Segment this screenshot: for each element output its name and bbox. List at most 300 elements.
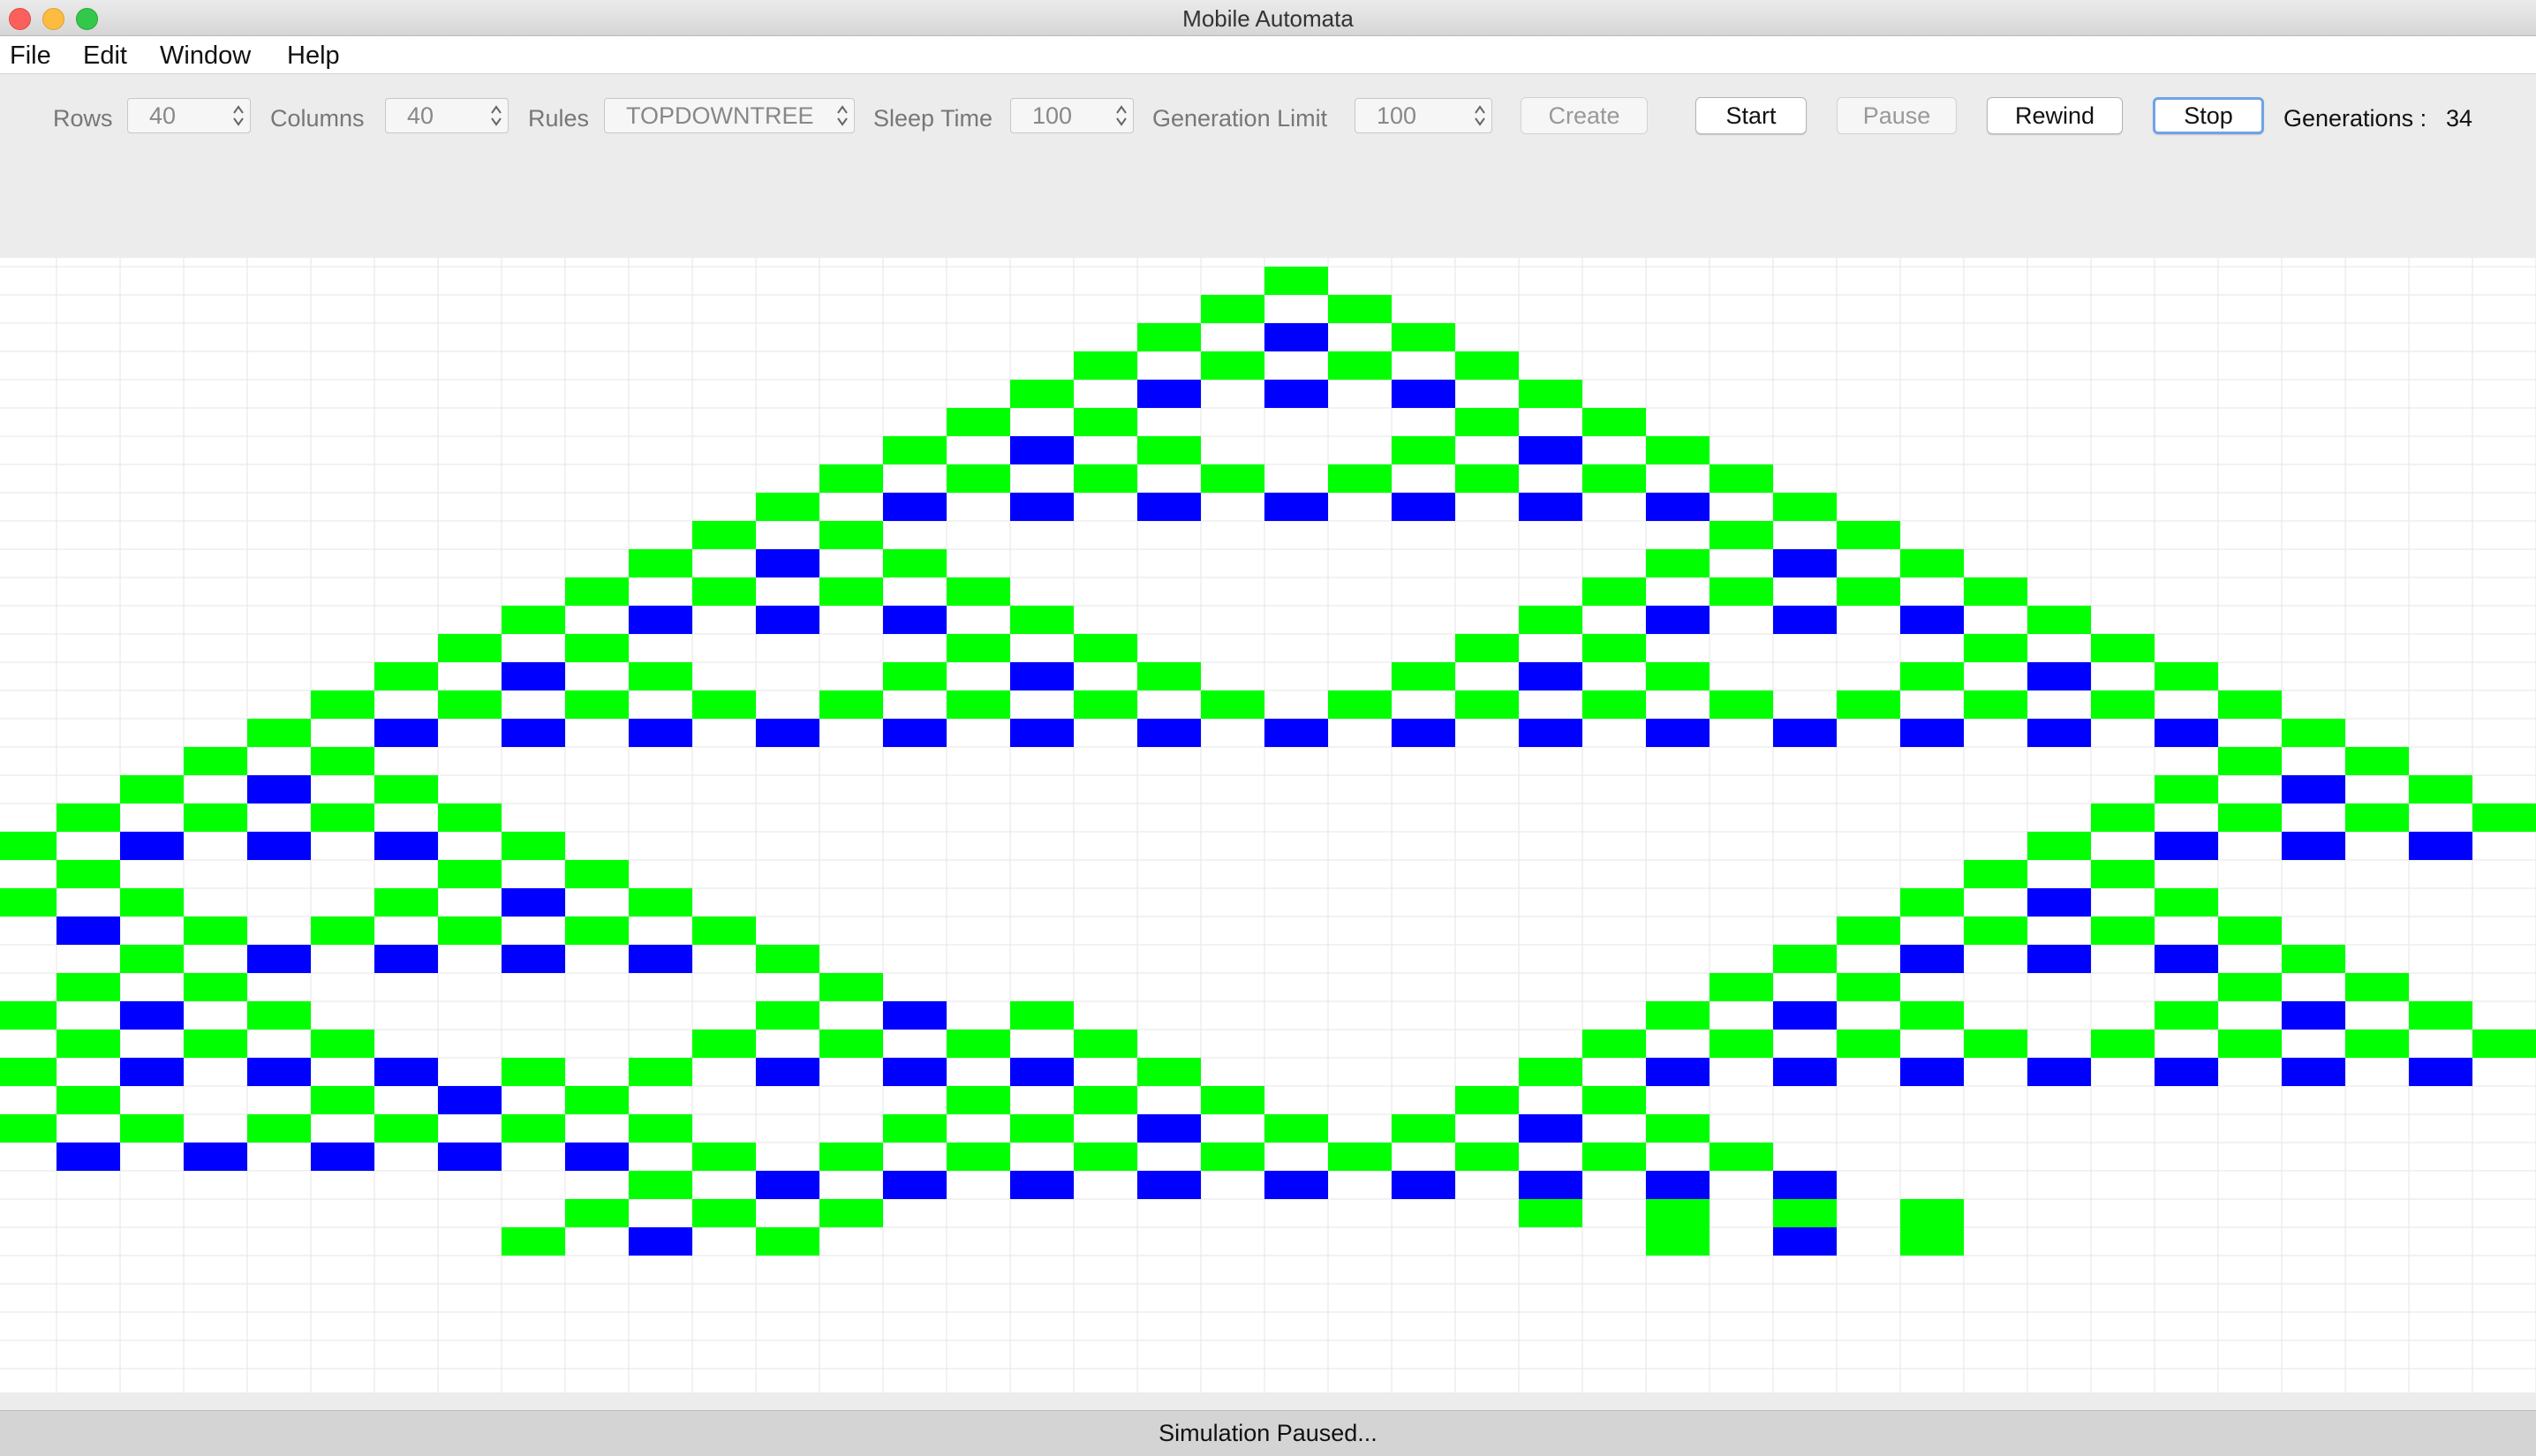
cell-green[interactable]: [1201, 295, 1264, 323]
cell-green[interactable]: [692, 577, 756, 606]
cell-blue[interactable]: [247, 945, 311, 973]
create-button[interactable]: Create: [1521, 97, 1648, 134]
cell-blue[interactable]: [1264, 380, 1328, 408]
cell-green[interactable]: [2345, 973, 2409, 1001]
cell-green[interactable]: [1773, 1199, 1837, 1227]
cell-green[interactable]: [502, 1114, 565, 1143]
cell-green[interactable]: [2282, 945, 2345, 973]
cell-blue[interactable]: [1773, 549, 1837, 577]
cell-blue[interactable]: [1010, 662, 1074, 690]
cell-blue[interactable]: [2155, 1058, 2218, 1086]
cell-blue[interactable]: [1264, 1171, 1328, 1199]
cell-green[interactable]: [1710, 464, 1773, 493]
cell-blue[interactable]: [2027, 662, 2091, 690]
cell-blue[interactable]: [438, 1086, 502, 1114]
cell-green[interactable]: [1328, 295, 1392, 323]
cell-green[interactable]: [1837, 577, 1900, 606]
cell-green[interactable]: [2472, 803, 2536, 832]
cell-green[interactable]: [565, 577, 629, 606]
cell-blue[interactable]: [1773, 1058, 1837, 1086]
menu-edit[interactable]: Edit: [83, 41, 127, 70]
cell-green[interactable]: [2091, 860, 2155, 888]
cell-green[interactable]: [1392, 323, 1455, 351]
cell-green[interactable]: [1074, 634, 1137, 662]
cell-blue[interactable]: [2155, 719, 2218, 747]
generation-limit-spinner[interactable]: [1355, 98, 1492, 133]
cell-blue[interactable]: [1900, 945, 1964, 973]
cell-green[interactable]: [0, 888, 57, 917]
cell-blue[interactable]: [756, 606, 819, 634]
cell-blue[interactable]: [2282, 1058, 2345, 1086]
cell-blue[interactable]: [1519, 1114, 1582, 1143]
cell-green[interactable]: [2345, 747, 2409, 775]
cell-green[interactable]: [311, 747, 374, 775]
cell-green[interactable]: [1455, 351, 1519, 380]
cell-blue[interactable]: [1264, 493, 1328, 521]
cell-green[interactable]: [1837, 690, 1900, 719]
cell-blue[interactable]: [1900, 1058, 1964, 1086]
cell-blue[interactable]: [1137, 493, 1201, 521]
minimize-window-button[interactable]: [42, 8, 64, 30]
cell-blue[interactable]: [502, 945, 565, 973]
cell-green[interactable]: [1710, 690, 1773, 719]
cell-green[interactable]: [1137, 323, 1201, 351]
cell-green[interactable]: [1264, 267, 1328, 295]
cell-green[interactable]: [1900, 1001, 1964, 1030]
cell-blue[interactable]: [2155, 945, 2218, 973]
cell-green[interactable]: [2155, 888, 2218, 917]
cell-green[interactable]: [438, 690, 502, 719]
cell-green[interactable]: [1837, 917, 1900, 945]
cell-green[interactable]: [2345, 803, 2409, 832]
cell-green[interactable]: [947, 690, 1010, 719]
cell-green[interactable]: [2282, 719, 2345, 747]
cell-green[interactable]: [311, 1030, 374, 1058]
cell-green[interactable]: [1837, 973, 1900, 1001]
cell-green[interactable]: [502, 1058, 565, 1086]
cell-blue[interactable]: [374, 1058, 438, 1086]
cell-green[interactable]: [565, 634, 629, 662]
cell-green[interactable]: [947, 408, 1010, 436]
cell-blue[interactable]: [1519, 662, 1582, 690]
rules-dropdown-icon[interactable]: [836, 103, 849, 128]
rows-stepper-icon[interactable]: [232, 103, 245, 128]
cell-green[interactable]: [819, 1199, 883, 1227]
cell-green[interactable]: [2155, 662, 2218, 690]
cell-blue[interactable]: [1773, 719, 1837, 747]
cell-green[interactable]: [1837, 1030, 1900, 1058]
cell-green[interactable]: [1900, 1227, 1964, 1256]
cell-green[interactable]: [2409, 1001, 2472, 1030]
cell-green[interactable]: [1455, 464, 1519, 493]
cell-green[interactable]: [819, 1030, 883, 1058]
cell-blue[interactable]: [184, 1143, 247, 1171]
cell-blue[interactable]: [502, 719, 565, 747]
cell-green[interactable]: [57, 803, 120, 832]
cell-green[interactable]: [1074, 408, 1137, 436]
cell-green[interactable]: [1582, 577, 1646, 606]
cell-blue[interactable]: [629, 719, 692, 747]
cell-blue[interactable]: [1773, 1227, 1837, 1256]
cell-green[interactable]: [1455, 634, 1519, 662]
cell-green[interactable]: [2409, 775, 2472, 803]
cell-green[interactable]: [311, 690, 374, 719]
cell-blue[interactable]: [1646, 606, 1710, 634]
cell-blue[interactable]: [120, 1001, 184, 1030]
cell-green[interactable]: [883, 662, 947, 690]
cell-green[interactable]: [120, 888, 184, 917]
cell-green[interactable]: [1710, 973, 1773, 1001]
cell-green[interactable]: [1328, 1143, 1392, 1171]
cell-blue[interactable]: [565, 1143, 629, 1171]
cell-green[interactable]: [1074, 690, 1137, 719]
cell-blue[interactable]: [1392, 719, 1455, 747]
cell-green[interactable]: [1646, 1114, 1710, 1143]
cell-green[interactable]: [1201, 690, 1264, 719]
cell-green[interactable]: [0, 1058, 57, 1086]
cell-green[interactable]: [502, 832, 565, 860]
cell-green[interactable]: [947, 1143, 1010, 1171]
cell-green[interactable]: [2218, 747, 2282, 775]
cell-green[interactable]: [692, 521, 756, 549]
cell-green[interactable]: [184, 1030, 247, 1058]
cell-blue[interactable]: [1010, 1171, 1074, 1199]
cell-blue[interactable]: [2409, 832, 2472, 860]
cell-green[interactable]: [819, 973, 883, 1001]
cell-blue[interactable]: [883, 493, 947, 521]
cell-green[interactable]: [311, 803, 374, 832]
cell-green[interactable]: [1519, 380, 1582, 408]
cell-green[interactable]: [184, 917, 247, 945]
cell-blue[interactable]: [374, 719, 438, 747]
cell-green[interactable]: [1964, 634, 2027, 662]
sleep-time-stepper-icon[interactable]: [1115, 103, 1128, 128]
cell-green[interactable]: [247, 719, 311, 747]
cell-green[interactable]: [1646, 662, 1710, 690]
cell-blue[interactable]: [2027, 719, 2091, 747]
cell-green[interactable]: [1074, 351, 1137, 380]
cell-blue[interactable]: [883, 719, 947, 747]
cell-blue[interactable]: [374, 945, 438, 973]
cell-blue[interactable]: [629, 1227, 692, 1256]
cell-green[interactable]: [1773, 945, 1837, 973]
cell-blue[interactable]: [1137, 719, 1201, 747]
cell-green[interactable]: [1710, 521, 1773, 549]
cell-green[interactable]: [2155, 775, 2218, 803]
cell-green[interactable]: [1074, 1143, 1137, 1171]
cell-green[interactable]: [2155, 1001, 2218, 1030]
cell-green[interactable]: [2472, 1030, 2536, 1058]
cell-green[interactable]: [1519, 1058, 1582, 1086]
cell-green[interactable]: [120, 945, 184, 973]
cell-blue[interactable]: [374, 832, 438, 860]
cell-green[interactable]: [1710, 1030, 1773, 1058]
cell-green[interactable]: [692, 1030, 756, 1058]
cell-blue[interactable]: [1010, 719, 1074, 747]
cell-green[interactable]: [374, 1114, 438, 1143]
cell-blue[interactable]: [57, 917, 120, 945]
cell-green[interactable]: [311, 1086, 374, 1114]
cell-green[interactable]: [2091, 1030, 2155, 1058]
cell-blue[interactable]: [1646, 719, 1710, 747]
cell-blue[interactable]: [120, 832, 184, 860]
cell-green[interactable]: [1392, 1114, 1455, 1143]
cell-green[interactable]: [2091, 917, 2155, 945]
cell-blue[interactable]: [247, 832, 311, 860]
cell-green[interactable]: [1582, 634, 1646, 662]
menu-help[interactable]: Help: [287, 41, 340, 70]
cell-blue[interactable]: [2027, 1058, 2091, 1086]
cell-blue[interactable]: [1392, 1171, 1455, 1199]
cell-blue[interactable]: [629, 945, 692, 973]
cell-blue[interactable]: [1264, 719, 1328, 747]
cell-green[interactable]: [1328, 690, 1392, 719]
cell-blue[interactable]: [1519, 719, 1582, 747]
cell-green[interactable]: [947, 634, 1010, 662]
menu-file[interactable]: File: [10, 41, 51, 70]
cell-green[interactable]: [1010, 1114, 1074, 1143]
cell-green[interactable]: [947, 464, 1010, 493]
cell-green[interactable]: [1900, 888, 1964, 917]
cell-green[interactable]: [2027, 606, 2091, 634]
cell-green[interactable]: [1710, 577, 1773, 606]
cell-green[interactable]: [1582, 464, 1646, 493]
cell-green[interactable]: [247, 1114, 311, 1143]
cell-green[interactable]: [1900, 1199, 1964, 1227]
cell-green[interactable]: [1646, 1001, 1710, 1030]
cell-blue[interactable]: [2282, 832, 2345, 860]
cell-blue[interactable]: [1010, 493, 1074, 521]
sleep-time-spinner[interactable]: [1010, 98, 1134, 133]
cell-blue[interactable]: [756, 1171, 819, 1199]
cell-green[interactable]: [1137, 436, 1201, 464]
cell-blue[interactable]: [1392, 493, 1455, 521]
cell-green[interactable]: [1964, 577, 2027, 606]
cell-green[interactable]: [1582, 1030, 1646, 1058]
rules-select[interactable]: [604, 98, 855, 133]
cell-green[interactable]: [1455, 690, 1519, 719]
cell-green[interactable]: [2218, 1030, 2282, 1058]
cell-green[interactable]: [2218, 690, 2282, 719]
cell-green[interactable]: [0, 1001, 57, 1030]
cell-blue[interactable]: [883, 1171, 947, 1199]
cell-green[interactable]: [1582, 1143, 1646, 1171]
cell-green[interactable]: [692, 690, 756, 719]
cell-blue[interactable]: [1137, 1114, 1201, 1143]
cell-green[interactable]: [311, 917, 374, 945]
cell-blue[interactable]: [311, 1143, 374, 1171]
cell-green[interactable]: [819, 521, 883, 549]
cell-green[interactable]: [1519, 1199, 1582, 1227]
cell-blue[interactable]: [1137, 380, 1201, 408]
cell-blue[interactable]: [2027, 945, 2091, 973]
cell-blue[interactable]: [247, 1058, 311, 1086]
cell-green[interactable]: [565, 860, 629, 888]
cell-blue[interactable]: [1010, 436, 1074, 464]
cell-green[interactable]: [883, 436, 947, 464]
cell-green[interactable]: [1837, 521, 1900, 549]
cell-green[interactable]: [120, 775, 184, 803]
cell-green[interactable]: [883, 1114, 947, 1143]
cell-green[interactable]: [819, 1143, 883, 1171]
cell-blue[interactable]: [1264, 323, 1328, 351]
cell-blue[interactable]: [438, 1143, 502, 1171]
cell-blue[interactable]: [1900, 719, 1964, 747]
zoom-window-button[interactable]: [76, 8, 98, 30]
cell-blue[interactable]: [2282, 1001, 2345, 1030]
cell-green[interactable]: [1010, 606, 1074, 634]
cell-blue[interactable]: [502, 888, 565, 917]
cell-blue[interactable]: [883, 1001, 947, 1030]
cell-green[interactable]: [629, 1171, 692, 1199]
cell-green[interactable]: [1201, 1086, 1264, 1114]
cell-green[interactable]: [438, 917, 502, 945]
cell-blue[interactable]: [2155, 832, 2218, 860]
cell-blue[interactable]: [2282, 775, 2345, 803]
cell-green[interactable]: [947, 1086, 1010, 1114]
cell-green[interactable]: [1137, 1058, 1201, 1086]
cell-green[interactable]: [374, 775, 438, 803]
cell-green[interactable]: [1392, 436, 1455, 464]
cell-blue[interactable]: [883, 1058, 947, 1086]
cell-green[interactable]: [1137, 662, 1201, 690]
columns-spinner[interactable]: [385, 98, 509, 133]
cell-green[interactable]: [1519, 606, 1582, 634]
cell-blue[interactable]: [2409, 1058, 2472, 1086]
cell-green[interactable]: [565, 690, 629, 719]
cell-blue[interactable]: [1900, 606, 1964, 634]
cell-green[interactable]: [1328, 351, 1392, 380]
cell-blue[interactable]: [1010, 1058, 1074, 1086]
cell-green[interactable]: [1201, 1143, 1264, 1171]
cell-green[interactable]: [1964, 690, 2027, 719]
cell-green[interactable]: [565, 1086, 629, 1114]
cell-green[interactable]: [184, 803, 247, 832]
cell-green[interactable]: [947, 577, 1010, 606]
cell-green[interactable]: [756, 493, 819, 521]
cell-green[interactable]: [1392, 662, 1455, 690]
cell-green[interactable]: [1646, 1227, 1710, 1256]
cell-blue[interactable]: [2027, 888, 2091, 917]
cell-green[interactable]: [1455, 1086, 1519, 1114]
cell-blue[interactable]: [1519, 493, 1582, 521]
cell-green[interactable]: [692, 1199, 756, 1227]
automata-grid[interactable]: [0, 258, 2536, 1392]
generation-limit-stepper-icon[interactable]: [1474, 103, 1486, 128]
cell-blue[interactable]: [1646, 493, 1710, 521]
cell-green[interactable]: [2218, 917, 2282, 945]
cell-green[interactable]: [2218, 973, 2282, 1001]
cell-green[interactable]: [57, 973, 120, 1001]
cell-green[interactable]: [2091, 803, 2155, 832]
cell-green[interactable]: [629, 1058, 692, 1086]
cell-blue[interactable]: [1773, 1001, 1837, 1030]
cell-blue[interactable]: [756, 1058, 819, 1086]
cell-green[interactable]: [819, 577, 883, 606]
cell-green[interactable]: [1773, 493, 1837, 521]
cell-blue[interactable]: [1646, 1171, 1710, 1199]
cell-green[interactable]: [756, 1227, 819, 1256]
cell-green[interactable]: [1710, 1143, 1773, 1171]
cell-green[interactable]: [1328, 464, 1392, 493]
cell-green[interactable]: [1646, 1199, 1710, 1227]
cell-green[interactable]: [57, 860, 120, 888]
cell-green[interactable]: [692, 917, 756, 945]
cell-green[interactable]: [502, 606, 565, 634]
cell-green[interactable]: [1074, 464, 1137, 493]
cell-blue[interactable]: [1519, 1171, 1582, 1199]
rewind-button[interactable]: Rewind: [1987, 97, 2123, 134]
cell-green[interactable]: [819, 464, 883, 493]
cell-blue[interactable]: [1392, 380, 1455, 408]
cell-green[interactable]: [120, 1114, 184, 1143]
cell-blue[interactable]: [1773, 606, 1837, 634]
cell-blue[interactable]: [1773, 1171, 1837, 1199]
cell-green[interactable]: [57, 1030, 120, 1058]
cell-green[interactable]: [883, 549, 947, 577]
cell-green[interactable]: [1010, 1001, 1074, 1030]
cell-green[interactable]: [1074, 1030, 1137, 1058]
start-button[interactable]: Start: [1695, 97, 1807, 134]
cell-green[interactable]: [1964, 860, 2027, 888]
close-window-button[interactable]: [9, 8, 31, 30]
cell-green[interactable]: [438, 634, 502, 662]
cell-green[interactable]: [629, 1114, 692, 1143]
cell-green[interactable]: [2345, 1030, 2409, 1058]
cell-green[interactable]: [1964, 1030, 2027, 1058]
cell-green[interactable]: [756, 1001, 819, 1030]
cell-green[interactable]: [374, 662, 438, 690]
cell-green[interactable]: [1582, 1086, 1646, 1114]
cell-green[interactable]: [819, 690, 883, 719]
cell-green[interactable]: [1582, 690, 1646, 719]
cell-green[interactable]: [1455, 1143, 1519, 1171]
cell-green[interactable]: [1964, 917, 2027, 945]
cell-green[interactable]: [947, 1030, 1010, 1058]
cell-blue[interactable]: [247, 775, 311, 803]
cell-blue[interactable]: [502, 662, 565, 690]
cell-green[interactable]: [2091, 634, 2155, 662]
cell-green[interactable]: [1264, 1114, 1328, 1143]
cell-blue[interactable]: [883, 606, 947, 634]
cell-green[interactable]: [2027, 832, 2091, 860]
cell-green[interactable]: [502, 1227, 565, 1256]
pause-button[interactable]: Pause: [1837, 97, 1957, 134]
cell-green[interactable]: [0, 1114, 57, 1143]
cell-green[interactable]: [247, 1001, 311, 1030]
cell-green[interactable]: [1455, 408, 1519, 436]
cell-green[interactable]: [438, 860, 502, 888]
cell-green[interactable]: [756, 945, 819, 973]
cell-blue[interactable]: [1137, 1171, 1201, 1199]
cell-green[interactable]: [57, 1086, 120, 1114]
cell-green[interactable]: [184, 973, 247, 1001]
cell-green[interactable]: [1010, 380, 1074, 408]
cell-blue[interactable]: [1646, 1058, 1710, 1086]
cell-blue[interactable]: [1519, 436, 1582, 464]
cell-green[interactable]: [629, 662, 692, 690]
cell-blue[interactable]: [629, 606, 692, 634]
cell-green[interactable]: [438, 803, 502, 832]
menu-window[interactable]: Window: [160, 41, 252, 70]
cell-green[interactable]: [1582, 408, 1646, 436]
cell-green[interactable]: [0, 832, 57, 860]
cell-green[interactable]: [1201, 464, 1264, 493]
cell-green[interactable]: [692, 1143, 756, 1171]
cell-blue[interactable]: [756, 549, 819, 577]
cell-green[interactable]: [374, 888, 438, 917]
cell-green[interactable]: [1900, 549, 1964, 577]
